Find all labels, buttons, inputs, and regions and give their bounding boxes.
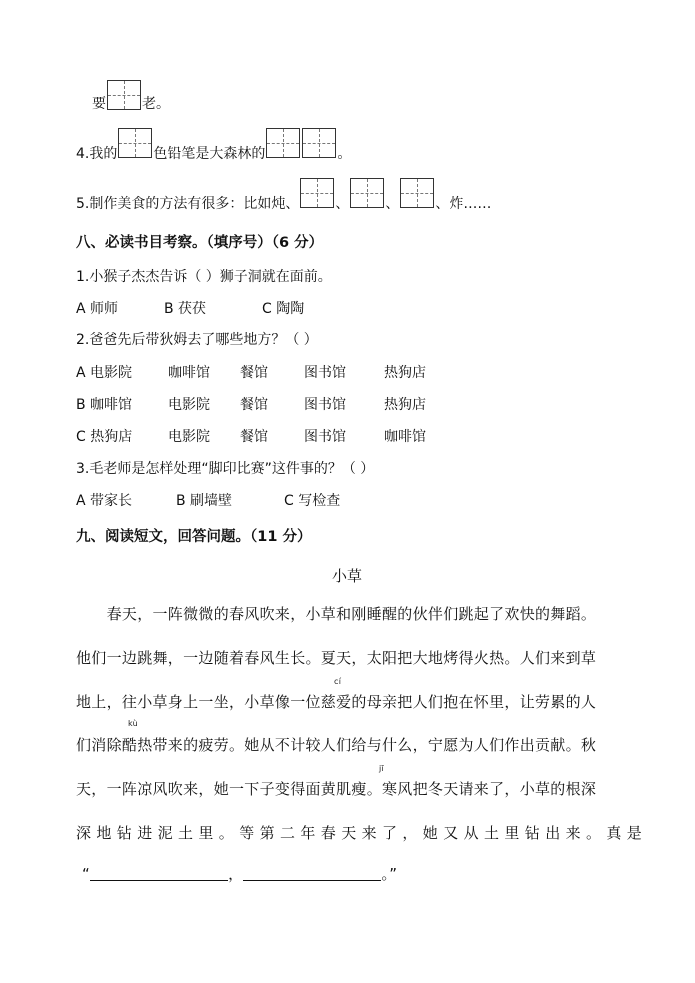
fill-text: 、: [385, 196, 400, 212]
s8-question-1: 1.小猴子杰杰告诉（ ）狮子洞就在面前。: [76, 269, 332, 285]
row-cell: 图书馆: [304, 365, 346, 381]
row-cell: 图书馆: [304, 429, 346, 445]
quote-close: 。”: [381, 865, 398, 883]
pinyin-ji: jī: [379, 764, 385, 773]
pinyin-ci: cí: [334, 677, 342, 686]
option-c[interactable]: C 写检查: [284, 493, 341, 509]
fill-text: 、: [335, 196, 350, 212]
option-a[interactable]: A 师师: [76, 301, 119, 317]
section9-heading: 九、阅读短文，回答问题。（11 分）: [76, 529, 312, 545]
passage-line: 他们一边跳舞，一边随着春风生长。夏天，太阳把大地烤得火热。人们来到草: [76, 649, 597, 667]
passage-title: 小草: [332, 567, 363, 585]
row-cell: 餐馆: [240, 397, 268, 413]
option-b[interactable]: B 茯茯: [164, 301, 207, 317]
option-b[interactable]: B 刷墙壁: [176, 493, 233, 509]
row-cell: 图书馆: [304, 397, 346, 413]
row-cell: 咖啡馆: [168, 365, 210, 381]
passage-line: 春天，一阵微微的春风吹来，小草和刚睡醒的伙伴们跳起了欢快的舞蹈。: [76, 605, 597, 623]
passage-last-line: [82, 863, 397, 884]
quote-open: “: [82, 865, 91, 883]
option-a[interactable]: A 带家长: [76, 493, 133, 509]
answer-blank-2[interactable]: [243, 866, 381, 881]
row-cell: 电影院: [168, 397, 210, 413]
pinyin-ku: kù: [128, 719, 139, 728]
row-cell: 咖啡馆: [384, 429, 426, 445]
row-cell: C 热狗店: [76, 429, 133, 445]
passage-line: 深地钻进泥土里。等第二年春天来了，她又从土里钻出来。真是: [76, 824, 648, 842]
fill-text: 4.我的: [76, 146, 118, 162]
row-cell: 电影院: [168, 429, 210, 445]
row-cell: B 咖啡馆: [76, 397, 133, 413]
passage-line: 天，一阵凉风吹来，她一下子变得面黄肌瘦。寒风把冬天请来了，小草的根深: [76, 780, 597, 798]
row-cell: 热狗店: [384, 365, 426, 381]
answer-blank-1[interactable]: [90, 866, 228, 881]
s8-question-3: 3.毛老师是怎样处理“脚印比赛”这件事的？（ ）: [76, 461, 375, 477]
passage-line: 地上，往小草身上一坐，小草像一位慈爱的母亲把人们抱在怀里，让劳累的人: [76, 693, 597, 711]
fill-text: 、炸……: [435, 196, 492, 212]
fill-text: 要: [92, 96, 106, 112]
row-cell: A 电影院: [76, 365, 133, 381]
row-cell: 餐馆: [240, 365, 268, 381]
fill-text: 老。: [142, 96, 170, 112]
passage-line: 们消除酷热带来的疲劳。她从不计较人们给与什么，宁愿为人们作出贡献。秋: [76, 736, 597, 754]
fill-text: 。: [337, 146, 352, 162]
comma: ，: [228, 865, 244, 883]
fill-text: 色铅笔是大森林的: [153, 146, 266, 162]
section8-heading: 八、必读书目考察。（填序号）（6 分）: [76, 235, 324, 251]
row-cell: 热狗店: [384, 397, 426, 413]
row-cell: 餐馆: [240, 429, 268, 445]
s8-question-2: 2.爸爸先后带狄姆去了哪些地方？（ ）: [76, 332, 318, 348]
passage: [76, 0, 648, 983]
option-c[interactable]: C 陶陶: [262, 301, 305, 317]
fill-text: 5.制作美食的方法有很多：比如炖、: [76, 196, 300, 212]
